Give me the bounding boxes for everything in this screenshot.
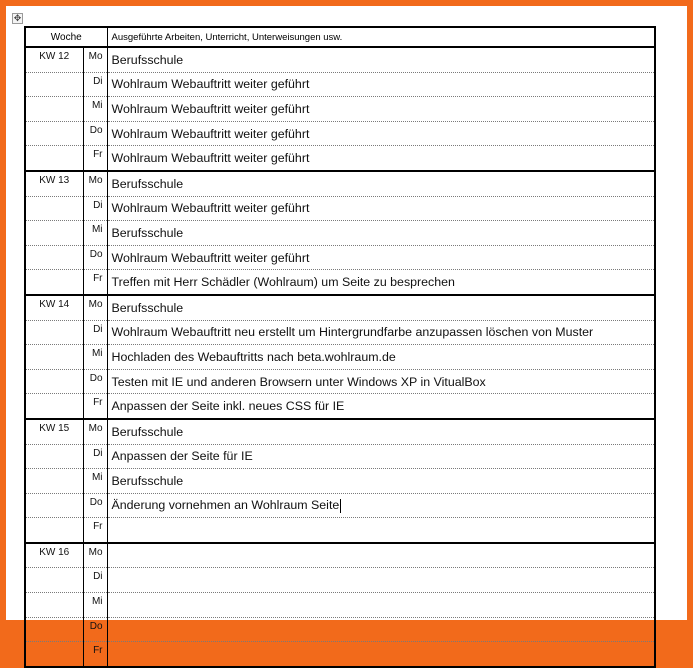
- work-entry-cell[interactable]: [107, 394, 655, 419]
- day-row: [25, 196, 655, 221]
- day-row: [25, 518, 655, 543]
- week-label-cell[interactable]: [25, 568, 83, 593]
- weekday-cell[interactable]: Di: [83, 444, 107, 469]
- day-row: [25, 121, 655, 146]
- day-row: [25, 493, 655, 518]
- week-label-cell[interactable]: KW 16: [25, 543, 83, 568]
- week-label-cell[interactable]: [25, 121, 83, 146]
- week-label-cell[interactable]: KW 15: [25, 419, 83, 444]
- weekly-report-table: [24, 26, 656, 668]
- work-entry-text: Wohlraum Webauftritt weiter geführt: [111, 201, 310, 216]
- weekday-cell[interactable]: Fr: [83, 270, 107, 295]
- work-entry-cell[interactable]: [107, 642, 655, 667]
- weekday-cell[interactable]: Fr: [83, 394, 107, 419]
- week-label-cell[interactable]: [25, 345, 83, 370]
- work-entry-cell[interactable]: [107, 419, 655, 444]
- weekday-cell[interactable]: Di: [83, 196, 107, 221]
- week-label-cell[interactable]: [25, 444, 83, 469]
- weekday-cell[interactable]: Mi: [83, 469, 107, 494]
- weekday-cell[interactable]: Do: [83, 121, 107, 146]
- work-entry-cell[interactable]: [107, 72, 655, 97]
- work-entry-cell[interactable]: [107, 320, 655, 345]
- week-label-cell[interactable]: KW 13: [25, 171, 83, 196]
- work-entry-text: Wohlraum Webauftritt weiter geführt: [111, 101, 310, 116]
- day-row: [25, 394, 655, 419]
- week-label-cell[interactable]: [25, 270, 83, 295]
- day-row: [25, 295, 655, 320]
- work-entry-cell[interactable]: [107, 97, 655, 122]
- week-label-cell[interactable]: [25, 593, 83, 618]
- work-entry-text: Testen mit IE und anderen Browsern unter Windows XP in VitualBox: [111, 374, 486, 389]
- work-entry-text: Treffen mit Herr Schädler (Wohlraum) um Seite zu besprechen: [111, 275, 455, 290]
- weekday-cell[interactable]: Do: [83, 245, 107, 270]
- work-entry-cell[interactable]: [107, 568, 655, 593]
- week-label-cell[interactable]: [25, 642, 83, 667]
- work-entry-cell[interactable]: [107, 146, 655, 171]
- work-entry-cell[interactable]: [107, 121, 655, 146]
- work-entry-cell[interactable]: [107, 444, 655, 469]
- work-entry-cell[interactable]: [107, 270, 655, 295]
- weekday-cell[interactable]: Do: [83, 493, 107, 518]
- work-entry-cell[interactable]: [107, 295, 655, 320]
- day-row: [25, 469, 655, 494]
- work-entry-cell[interactable]: [107, 221, 655, 246]
- week-label-cell[interactable]: [25, 394, 83, 419]
- text-cursor: [340, 499, 341, 513]
- weekday-cell[interactable]: Do: [83, 617, 107, 642]
- day-row: [25, 97, 655, 122]
- work-entry-cell[interactable]: [107, 518, 655, 543]
- work-entry-cell[interactable]: [107, 543, 655, 568]
- work-entry-text: Änderung vornehmen an Wohlraum Seite: [111, 498, 340, 513]
- day-row: [25, 245, 655, 270]
- day-row: [25, 270, 655, 295]
- day-row: [25, 72, 655, 97]
- week-label-cell[interactable]: [25, 617, 83, 642]
- work-entry-cell[interactable]: [107, 493, 655, 518]
- week-label-cell[interactable]: [25, 245, 83, 270]
- work-entry-text: Berufsschule: [111, 473, 184, 488]
- work-entry-text: Wohlraum Webauftritt weiter geführt: [111, 250, 310, 265]
- work-entry-text: Wohlraum Webauftritt weiter geführt: [111, 126, 310, 141]
- work-entry-text: Berufsschule: [111, 52, 184, 67]
- work-entry-cell[interactable]: [107, 469, 655, 494]
- work-entry-text: Wohlraum Webauftritt weiter geführt: [111, 151, 310, 166]
- weekday-cell[interactable]: Mo: [83, 47, 107, 72]
- day-row: [25, 146, 655, 171]
- table-move-handle-icon[interactable]: ✥: [13, 13, 22, 23]
- work-entry-text: Berufsschule: [111, 225, 184, 240]
- work-entry-text: Berufsschule: [111, 176, 184, 191]
- work-entry-cell[interactable]: [107, 617, 655, 642]
- document-page: [6, 6, 687, 657]
- work-entry-text: Anpassen der Seite für IE: [111, 449, 253, 464]
- week-label-cell[interactable]: KW 14: [25, 295, 83, 320]
- day-row: [25, 171, 655, 196]
- week-label-cell[interactable]: KW 12: [25, 47, 83, 72]
- work-entry-cell[interactable]: [107, 47, 655, 72]
- weekday-cell[interactable]: Mo: [83, 419, 107, 444]
- weekday-cell[interactable]: Di: [83, 72, 107, 97]
- weekday-cell[interactable]: Do: [83, 369, 107, 394]
- week-label-cell[interactable]: [25, 320, 83, 345]
- weekday-cell[interactable]: Fr: [83, 518, 107, 543]
- weekday-cell[interactable]: Mi: [83, 345, 107, 370]
- work-entry-text: Wohlraum Webauftritt neu erstellt um Hintergrundfarbe anzupassen löschen von Muster: [111, 325, 594, 340]
- weekday-cell[interactable]: Mo: [83, 543, 107, 568]
- weekday-cell[interactable]: Di: [83, 568, 107, 593]
- week-label-cell[interactable]: [25, 469, 83, 494]
- day-row: [25, 419, 655, 444]
- work-entry-text: Wohlraum Webauftritt weiter geführt: [111, 77, 310, 92]
- day-row: [25, 543, 655, 568]
- weekday-cell[interactable]: Mi: [83, 221, 107, 246]
- header-row: [25, 27, 655, 47]
- week-column-header: Woche: [25, 27, 107, 47]
- weekday-cell[interactable]: Mo: [83, 295, 107, 320]
- day-row: [25, 221, 655, 246]
- day-row: [25, 444, 655, 469]
- day-row: [25, 345, 655, 370]
- day-row: [25, 47, 655, 72]
- weekday-cell[interactable]: Di: [83, 320, 107, 345]
- week-label-cell[interactable]: [25, 369, 83, 394]
- week-label-cell[interactable]: [25, 493, 83, 518]
- work-entry-cell[interactable]: [107, 196, 655, 221]
- week-label-cell[interactable]: [25, 196, 83, 221]
- week-label-cell[interactable]: [25, 97, 83, 122]
- weekly-report-body: [25, 27, 655, 667]
- work-entry-text: Berufsschule: [111, 424, 184, 439]
- work-entry-cell[interactable]: [107, 245, 655, 270]
- work-entry-cell[interactable]: [107, 593, 655, 618]
- day-row: [25, 320, 655, 345]
- work-entry-text: Hochladen des Webauftritts nach beta.wohlraum.de: [111, 349, 396, 364]
- work-column-header: Ausgeführte Arbeiten, Unterricht, Unterweisungen usw.: [107, 27, 655, 47]
- work-entry-cell[interactable]: [107, 369, 655, 394]
- weekday-cell[interactable]: Mo: [83, 171, 107, 196]
- work-entry-text: Berufsschule: [111, 300, 184, 315]
- work-entry-cell[interactable]: [107, 345, 655, 370]
- week-label-cell[interactable]: [25, 518, 83, 543]
- weekday-cell[interactable]: Mi: [83, 97, 107, 122]
- work-entry-text: Anpassen der Seite inkl. neues CSS für IE: [111, 399, 345, 414]
- work-entry-cell[interactable]: [107, 171, 655, 196]
- week-label-cell[interactable]: [25, 221, 83, 246]
- day-row: [25, 593, 655, 618]
- week-label-cell[interactable]: [25, 146, 83, 171]
- day-row: [25, 568, 655, 593]
- day-row: [25, 617, 655, 642]
- week-label-cell[interactable]: [25, 72, 83, 97]
- weekday-cell[interactable]: Fr: [83, 642, 107, 667]
- day-row: [25, 369, 655, 394]
- weekday-cell[interactable]: Mi: [83, 593, 107, 618]
- weekday-cell[interactable]: Fr: [83, 146, 107, 171]
- day-row: [25, 642, 655, 667]
